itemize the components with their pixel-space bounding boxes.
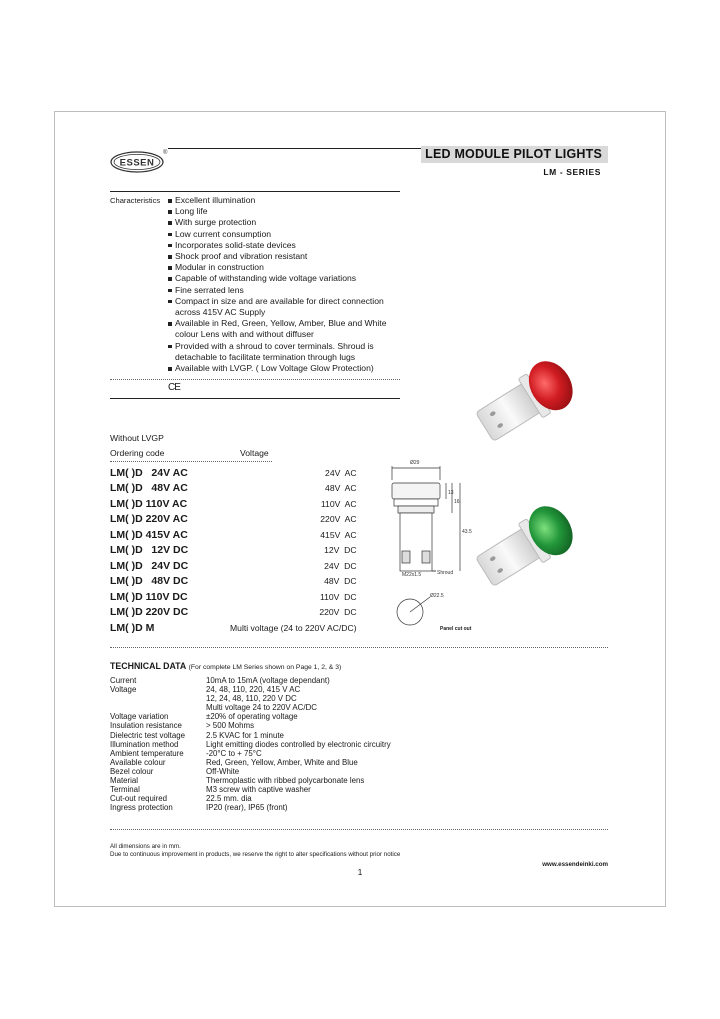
table-row: [110, 694, 391, 703]
voltage-value: 48V DC: [324, 576, 357, 587]
dim-cutout: Ø22.5: [430, 593, 444, 599]
characteristics-top-rule: [110, 191, 400, 192]
spec-key: Current: [110, 676, 137, 685]
ordering-code: LM( )D 220V AC: [110, 513, 188, 526]
footer-note-dimensions: All dimensions are in mm.: [110, 843, 181, 850]
logo-text: ESSEN: [119, 157, 155, 169]
spec-value: 12, 24, 48, 110, 220 V DC: [206, 694, 297, 704]
ordering-code: LM( )D 12V DC: [110, 544, 189, 557]
table-row: [110, 703, 391, 712]
table-row: [110, 605, 357, 621]
technical-data-heading: [110, 661, 341, 671]
ordering-code: LM( )D 48V AC: [110, 482, 188, 495]
list-item: Long life: [168, 206, 408, 217]
voltage-value: Multi voltage (24 to 220V AC/DC): [230, 622, 357, 633]
voltage-value: 110V DC: [319, 591, 357, 602]
spec-key: Voltage variation: [110, 712, 169, 722]
characteristics-label: Characteristics: [110, 196, 161, 205]
ordering-table: [110, 465, 357, 636]
table-row: [110, 589, 357, 605]
table-row: [110, 558, 357, 574]
spec-key: [110, 694, 206, 703]
dim-16: 16: [454, 499, 460, 505]
table-row: [110, 620, 357, 636]
table-row: [110, 731, 391, 740]
ordering-group-label: Without LVGP: [110, 433, 164, 443]
green-pilot-light-image: [462, 500, 592, 610]
ordering-code: LM( )D 110V DC: [110, 590, 188, 603]
list-item: Capable of withstanding wide voltage variations: [168, 273, 408, 284]
table-row: [110, 465, 357, 481]
dimension-drawing: [380, 455, 480, 635]
spec-key: Terminal: [110, 785, 140, 795]
spec-key: Bezel colour: [110, 766, 154, 776]
spec-value: 24, 48, 110, 220, 415 V AC: [206, 685, 301, 695]
essen-logo: [110, 147, 168, 173]
characteristics-bottom-rule: [110, 398, 400, 399]
voltage-value: 24V DC: [324, 560, 357, 571]
ordering-code: LM( )D 48V DC: [110, 575, 189, 588]
table-row: [110, 758, 391, 767]
spec-value: IP20 (rear), IP65 (front): [206, 803, 288, 813]
table-row: [110, 676, 391, 685]
voltage-value: 415V AC: [320, 529, 357, 540]
ordering-code: LM( )D 24V AC: [110, 466, 188, 479]
list-item: Incorporates solid-state devices: [168, 240, 408, 251]
spec-value: > 500 Mohms: [206, 721, 255, 731]
spec-value: Red, Green, Yellow, Amber, White and Blue: [206, 757, 358, 767]
voltage-header: Voltage: [240, 448, 269, 458]
spec-value: ±20% of operating voltage: [206, 712, 298, 722]
voltage-value: 12V DC: [324, 545, 357, 556]
red-pilot-light-image: [462, 355, 592, 465]
dotted-divider: [110, 829, 608, 830]
website-link[interactable]: www.essendeinki.com: [542, 861, 608, 868]
spec-key: [110, 703, 206, 712]
panel-cutout-label: Panel cut out: [440, 626, 472, 632]
ce-mark: CE: [168, 382, 180, 393]
table-row: [110, 776, 391, 785]
dim-13: 13: [448, 490, 454, 496]
table-row: [110, 481, 357, 497]
spec-value: 2.5 KVAC for 1 minute: [206, 730, 284, 740]
page-title: LED MODULE PILOT LIGHTS: [425, 147, 602, 161]
spec-key: Available colour: [110, 757, 166, 767]
voltage-value: 220V DC: [319, 607, 357, 618]
list-item: Provided with a shroud to cover terminals. Shroud is detachable to facilitate termination through lugs: [168, 341, 408, 363]
table-row: [110, 543, 357, 559]
list-item: Compact in size and are available for direct connection across 415V AC Supply: [168, 296, 408, 318]
table-row: [110, 803, 391, 812]
technical-data-note: (For complete LM Series shown on Page 1, 2, & 3): [188, 664, 342, 671]
table-row: [110, 767, 391, 776]
ordering-code: LM( )D 220V DC: [110, 606, 189, 619]
table-row: [110, 527, 357, 543]
spec-value: Off-White: [206, 766, 240, 776]
technical-data-title: TECHNICAL DATA: [110, 661, 187, 671]
list-item: Fine serrated lens: [168, 285, 408, 296]
spec-key: Ingress protection: [110, 803, 173, 813]
technical-data-table: [110, 676, 391, 812]
table-row: [110, 512, 357, 528]
table-row: [110, 685, 391, 694]
voltage-value: 110V AC: [320, 498, 357, 509]
spec-value: 22.5 mm. dia: [206, 794, 252, 804]
list-item: Available in Red, Green, Yellow, Amber, Blue and White colour Lens with and without diffuser: [168, 318, 408, 340]
spec-key: Dielectric test voltage: [110, 730, 185, 740]
table-row: [110, 740, 391, 749]
shroud-label: Shroud: [437, 570, 454, 576]
table-row: [110, 712, 391, 721]
page-number: 1: [357, 867, 363, 877]
list-item: Shock proof and vibration resistant: [168, 251, 408, 262]
spec-key: Illumination method: [110, 739, 179, 749]
ordering-code-header: Ordering code: [110, 448, 165, 458]
spec-key: Material: [110, 776, 139, 786]
table-row: [110, 785, 391, 794]
table-row: [110, 794, 391, 803]
table-row: [110, 574, 357, 590]
ordering-code: LM( )D 415V AC: [110, 528, 188, 541]
spec-key: Cut-out required: [110, 794, 168, 804]
spec-key: Insulation resistance: [110, 721, 182, 731]
spec-value: 10mA to 15mA (voltage dependant): [206, 676, 330, 685]
table-row: [110, 749, 391, 758]
spec-key: Ambient temperature: [110, 748, 184, 758]
dim-diameter: Ø29: [410, 460, 420, 466]
ordering-code: LM( )D M: [110, 621, 155, 634]
spec-value: Multi voltage 24 to 220V AC/DC: [206, 703, 317, 713]
footer-note-disclaimer: Due to continuous improvement in products, we reserve the right to alter specifications without prior notice: [110, 851, 401, 858]
list-item: Low current consumption: [168, 229, 408, 240]
dotted-divider: [110, 379, 400, 380]
spec-value: Thermoplastic with ribbed polycarbonate lens: [206, 776, 365, 786]
ordering-code: LM( )D 24V DC: [110, 559, 189, 572]
spec-value: Light emitting diodes controlled by electronic circuitry: [206, 739, 391, 749]
list-item: Modular in construction: [168, 262, 408, 273]
table-row: [110, 721, 391, 730]
voltage-value: 220V AC: [320, 514, 357, 525]
ordering-code: LM( )D 110V AC: [110, 497, 188, 510]
dotted-divider: [110, 647, 608, 648]
spec-value: M3 screw with captive washer: [206, 785, 311, 795]
list-item: With surge protection: [168, 217, 408, 228]
series-label: LM - SERIES: [543, 167, 601, 177]
registered-mark: ®: [163, 150, 168, 156]
characteristics-list: [168, 195, 408, 374]
spec-value: -20°C to + 75°C: [206, 748, 262, 758]
list-item: Available with LVGP. ( Low Voltage Glow Protection): [168, 363, 408, 374]
voltage-value: 48V AC: [325, 483, 357, 494]
dim-43-5: 43.5: [462, 529, 472, 535]
table-row: [110, 496, 357, 512]
dim-thread: M22x1.5: [402, 572, 422, 578]
list-item: Excellent illumination: [168, 195, 408, 206]
spec-key: Voltage: [110, 685, 137, 695]
dotted-divider: [110, 461, 272, 462]
voltage-value: 24V AC: [325, 467, 357, 478]
